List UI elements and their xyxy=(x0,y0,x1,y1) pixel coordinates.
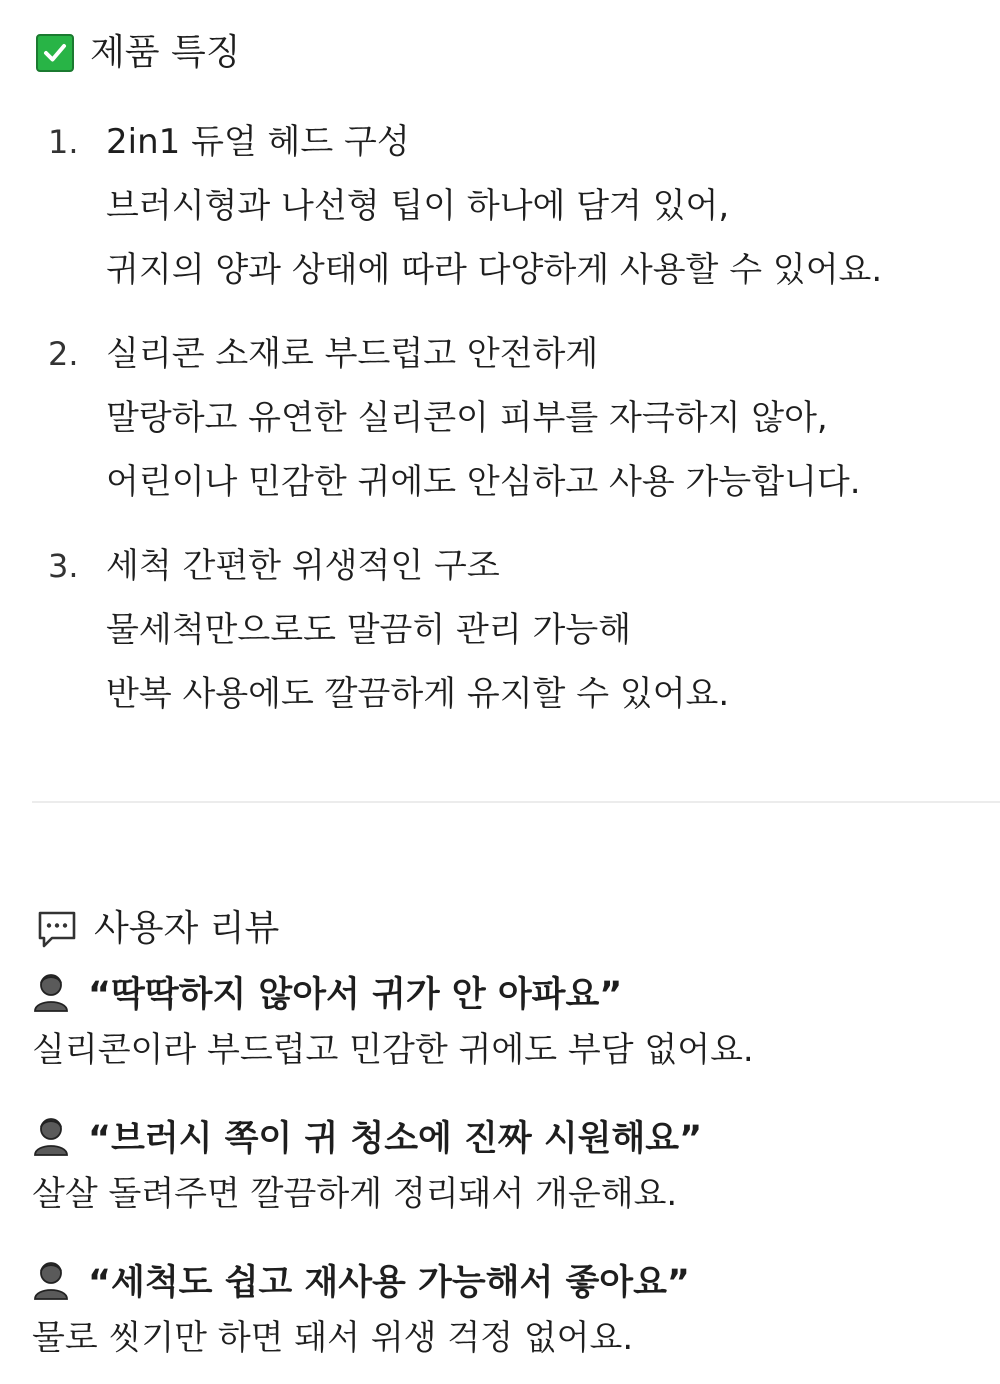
feature-item xyxy=(48,322,988,514)
review-text: 실리콘이라 부드럽고 민감한 귀에도 부담 없어요. xyxy=(32,1030,754,1070)
features-title: 제품 특징 xyxy=(90,32,241,73)
speech-bubble-icon xyxy=(36,908,78,950)
feature-desc-line: 물세척만으로도 말끔히 관리 가능해 xyxy=(106,610,632,650)
person-icon xyxy=(32,1115,70,1157)
review-text: 물로 씻기만 하면 돼서 위생 걱정 없어요. xyxy=(32,1318,634,1358)
feature-number: 2. xyxy=(48,335,79,373)
features-list xyxy=(48,110,988,746)
feature-number: 1. xyxy=(48,123,79,161)
feature-desc-line: 귀지의 양과 상태에 따라 다양하게 사용할 수 있어요. xyxy=(106,250,883,290)
review-quote: “세척도 쉽고 재사용 가능해서 좋아요” xyxy=(88,1263,690,1303)
feature-item xyxy=(48,534,988,726)
feature-title: 실리콘 소재로 부드럽고 안전하게 xyxy=(106,334,599,374)
feature-item xyxy=(48,110,988,302)
feature-title: 세척 간편한 위생적인 구조 xyxy=(106,546,500,586)
person-icon xyxy=(32,971,70,1013)
reviews-header xyxy=(36,908,279,950)
check-mark-icon xyxy=(36,34,74,72)
feature-desc-line: 말랑하고 유연한 실리콘이 피부를 자극하지 않아, xyxy=(106,398,828,438)
feature-desc-line: 브러시형과 나선형 팁이 하나에 담겨 있어, xyxy=(106,186,730,226)
review-item xyxy=(32,1252,992,1368)
review-quote: “브러시 쪽이 귀 청소에 진짜 시원해요” xyxy=(88,1119,703,1159)
feature-title: 2in1 듀얼 헤드 구성 xyxy=(106,122,410,162)
feature-desc-line: 어린이나 민감한 귀에도 안심하고 사용 가능합니다. xyxy=(106,462,861,502)
section-divider xyxy=(32,801,1000,803)
review-item xyxy=(32,1108,992,1224)
person-icon xyxy=(32,1259,70,1301)
review-quote: “딱딱하지 않아서 귀가 안 아파요” xyxy=(88,975,623,1015)
features-header xyxy=(36,34,241,72)
reviews-title: 사용자 리뷰 xyxy=(94,908,280,949)
review-text: 살살 돌려주면 깔끔하게 정리돼서 개운해요. xyxy=(32,1174,678,1214)
feature-desc-line: 반복 사용에도 깔끔하게 유지할 수 있어요. xyxy=(106,674,730,714)
feature-number: 3. xyxy=(48,547,79,585)
review-item xyxy=(32,964,992,1080)
